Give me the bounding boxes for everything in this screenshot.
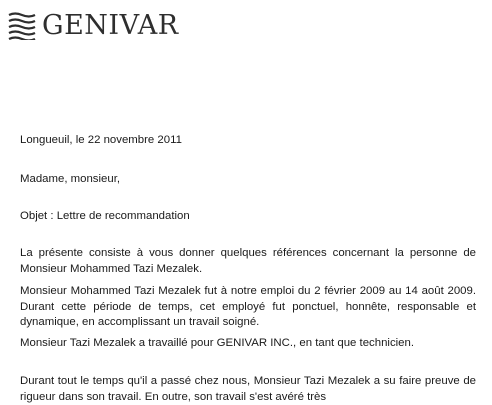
paragraph-employment: Monsieur Mohammed Tazi Mezalek fut à notre emploi du 2 février 2009 au 14 août 2009. Durant cette période de temps, cet employé fut ponctuel, honnête, responsable et dynamique, en accomplissant un travail soigné. <box>20 285 476 328</box>
paragraph-rigour: Durant tout le temps qu'il a passé chez nous, Monsieur Tazi Mezalek a su faire preuve de rigueur dans son travail. En outre, son travail s'est avéré très <box>20 375 476 403</box>
genivar-logo-mark-icon <box>8 12 36 40</box>
logo-wordmark: GENIVAR <box>42 10 179 41</box>
subject-line: Objet : Lettre de recommandation <box>20 210 190 222</box>
salutation: Madame, monsieur, <box>20 173 121 185</box>
company-logo <box>8 12 179 40</box>
place-and-date: Longueuil, le 22 novembre 2011 <box>20 134 182 146</box>
paragraph-introduction: La présente consiste à vous donner quelques références concernant la personne de Monsieur Mohammed Tazi Mezalek. <box>20 247 476 275</box>
paragraph-position: Monsieur Tazi Mezalek a travaillé pour GENIVAR INC., en tant que technicien. <box>20 337 415 349</box>
